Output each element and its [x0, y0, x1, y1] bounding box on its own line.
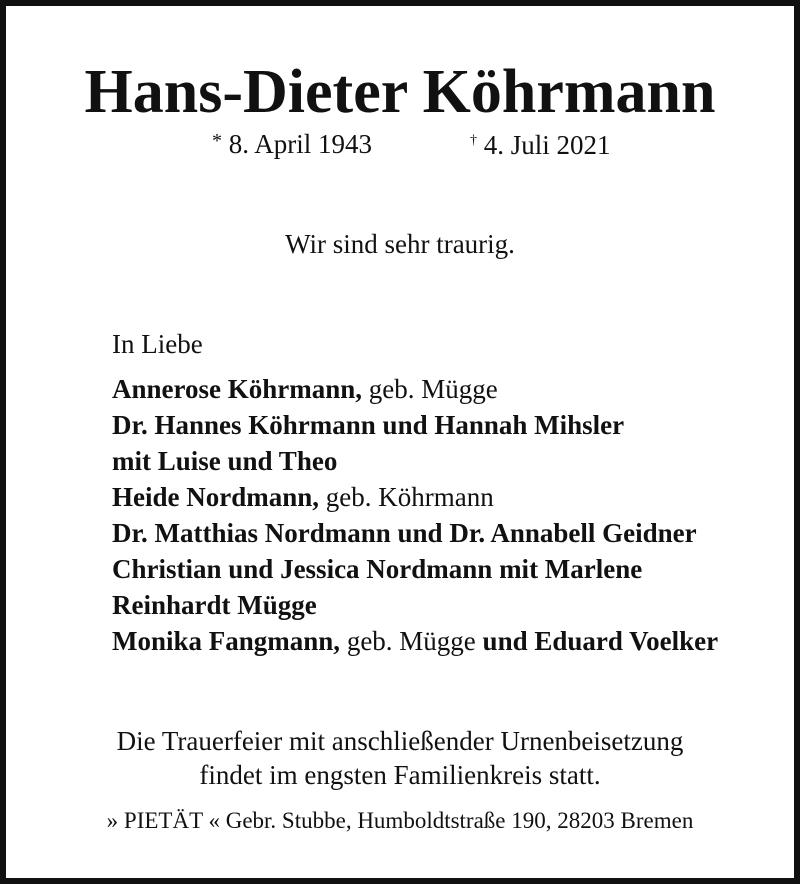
death-cross-icon: †	[470, 133, 477, 148]
intro-text: In Liebe	[112, 329, 203, 359]
undertaker-info: » PIETÄT « Gebr. Stubbe, Humboldtstraße 190, 28203 Bremen	[106, 808, 694, 833]
mourner-bold: Christian und Jessica Nordmann mit Marlene	[112, 554, 643, 584]
mourner-bold: mit Luise und Theo	[112, 446, 338, 476]
mourner-line	[112, 479, 718, 515]
birth-star-icon: *	[212, 130, 222, 152]
ceremony-line-1: Die Trauerfeier mit anschließender Urnenbeisetzung	[116, 726, 684, 756]
motto: Wir sind sehr traurig.	[285, 229, 515, 259]
mourner-bold: Reinhardt Mügge	[112, 590, 317, 620]
mourner-regular: geb. Köhrmann	[319, 482, 494, 512]
mourner-line	[112, 587, 718, 623]
birth-date-line	[212, 124, 372, 161]
mourners-list	[112, 371, 718, 659]
birth-date: 8. April 1943	[228, 129, 373, 159]
mourner-bold: Dr. Hannes Köhrmann und Hannah Mihsler	[112, 410, 625, 440]
mourner-line	[112, 623, 718, 659]
mourner-regular: geb. Mügge	[340, 626, 483, 656]
mourner-bold: Annerose Köhrmann,	[112, 374, 363, 404]
mourner-bold: Monika Fangmann,	[112, 626, 341, 656]
death-date: 4. Juli 2021	[483, 130, 611, 160]
mourner-line	[112, 443, 718, 479]
mourner-regular: geb. Mügge	[362, 374, 498, 404]
mourner-bold: Heide Nordmann,	[112, 482, 320, 512]
mourner-line	[112, 515, 718, 551]
mourner-bold: Dr. Matthias Nordmann und Dr. Annabell Geidner	[112, 518, 697, 548]
ceremony-info	[6, 724, 794, 792]
mourner-line	[112, 407, 718, 443]
death-date-line	[470, 124, 611, 162]
mourner-line	[112, 551, 718, 587]
mourner-line	[112, 371, 718, 407]
ceremony-line-2: findet im engsten Familienkreis statt.	[199, 760, 601, 790]
deceased-name: Hans-Dieter Köhrmann	[84, 58, 716, 126]
mourner-bold-after: und Eduard Voelker	[482, 626, 719, 656]
